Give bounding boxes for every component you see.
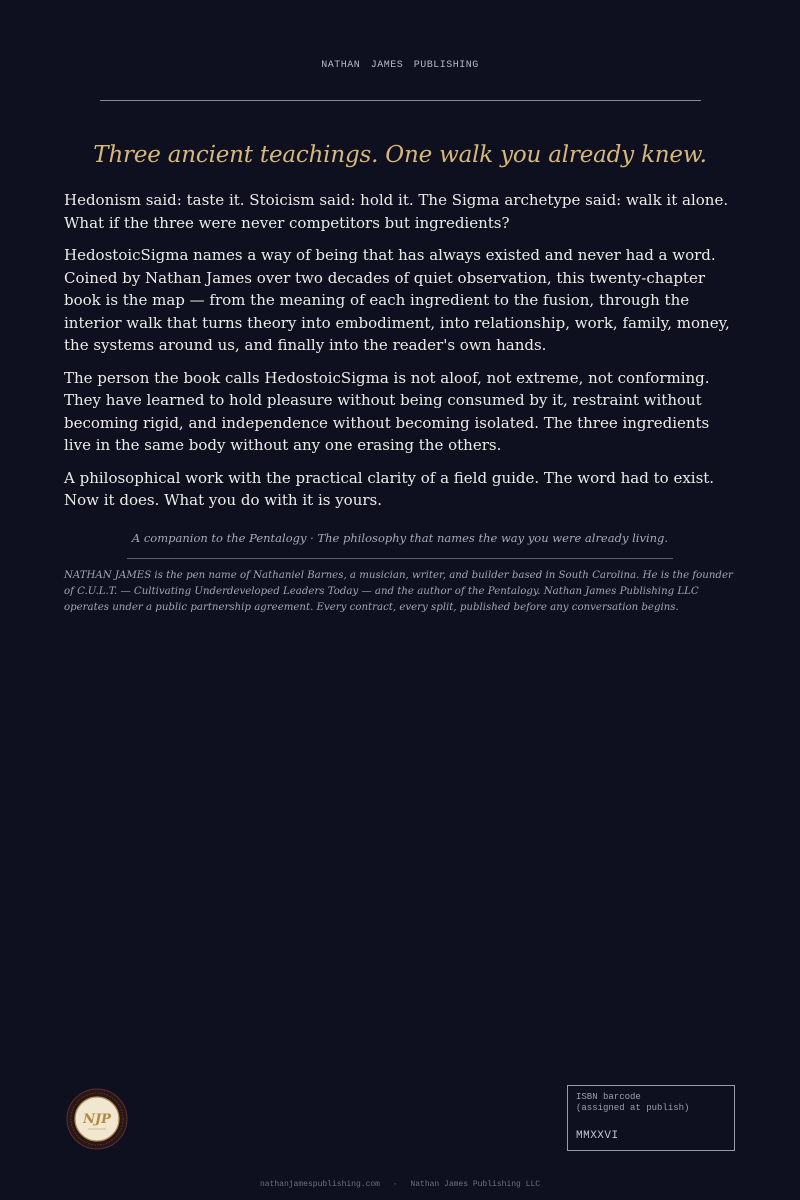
book-description <box>64 189 740 522</box>
companion-tagline: A companion to the Pentalogy · The philosophy that names the way you were already living. <box>131 531 669 545</box>
publisher-seal-icon <box>66 1088 128 1150</box>
mid-divider <box>127 558 673 559</box>
isbn-label: ISBN barcode <box>576 1092 641 1102</box>
isbn-placeholder <box>567 1085 735 1151</box>
isbn-note: (assigned at publish) <box>576 1103 690 1113</box>
description-paragraph: Hedonism said: taste it. Stoicism said: hold it. The Sigma archetype said: walk it alone. What if the three were never competitors but ingredients? <box>64 191 729 232</box>
seal-monogram: NJP <box>83 1112 111 1127</box>
author-bio: NATHAN JAMES is the pen name of Nathaniel Barnes, a musician, writer, and builder based in South Carolina. He is the founder of C.U.L.T. — Cultivating Underdeveloped Leaders Today — and the author of the Pentalogy. Nathan James Publishing LLC operates under a public partnership agreement. Every contract, every split, published before any conversation begins. <box>64 570 733 613</box>
description-paragraph: The person the book calls HedostoicSigma is not aloof, not extreme, not conforming. They have learned to hold pleasure without being consumed by it, restraint without becoming rigid, and independence without becoming isolated. The three ingredients live in the same body without any one erasing the others. <box>64 368 710 454</box>
footer-separator: · <box>392 1180 398 1189</box>
footer-company: Nathan James Publishing LLC <box>410 1180 541 1189</box>
description-paragraph: A philosophical work with the practical clarity of a field guide. The word had to exist. Now it does. What you do with it is yours. <box>64 468 715 509</box>
publisher-name: NATHAN JAMES PUBLISHING <box>321 60 479 71</box>
description-paragraph: HedostoicSigma names a way of being that has always existed and never had a word. Coined by Nathan James over two decades of quiet observation, this twenty-chapter book is the map — from the meaning of each ingredient to the fusion, through the interior walk that turns theory into embodiment, into relationship, work, family, money, the systems around us, and finally into the reader's own hands. <box>64 246 730 354</box>
headline: Three ancient teachings. One walk you already knew. <box>93 142 707 168</box>
footer <box>0 1180 800 1189</box>
footer-website[interactable]: nathanjamespublishing.com <box>259 1180 380 1189</box>
isbn-year: MMXXVI <box>576 1130 619 1142</box>
top-divider <box>100 100 701 101</box>
